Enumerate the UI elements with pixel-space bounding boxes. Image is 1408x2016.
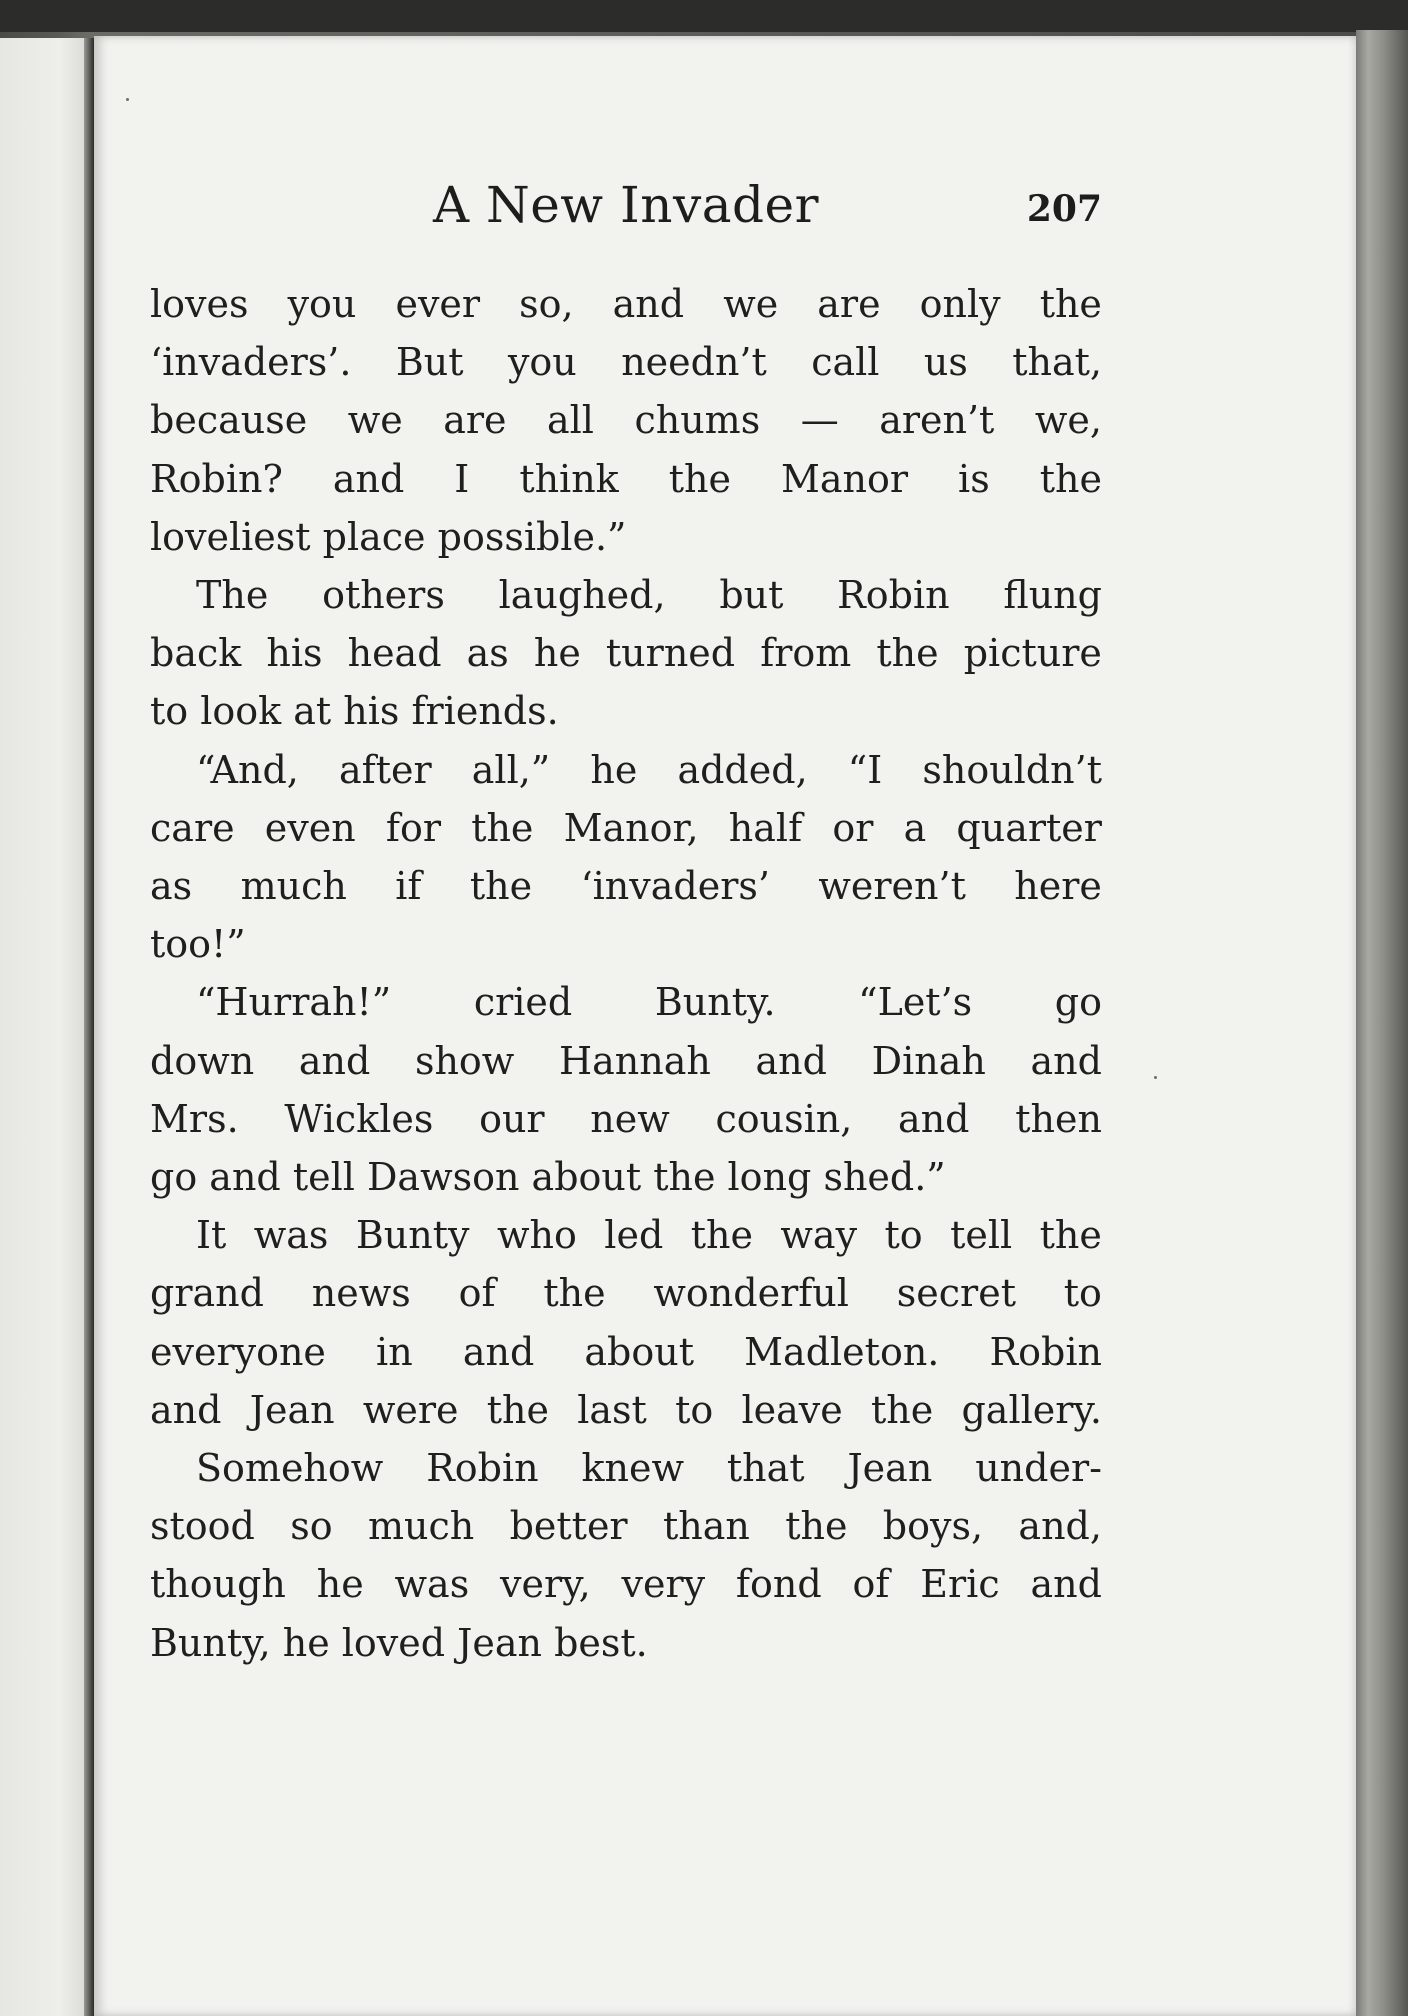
word: of xyxy=(852,1562,890,1607)
text-line xyxy=(150,1323,1102,1381)
word: turned xyxy=(605,631,736,676)
text-line xyxy=(150,857,1102,915)
word: and xyxy=(150,1387,222,1432)
word: the xyxy=(1039,456,1102,501)
book-gutter xyxy=(84,38,94,2016)
word: after xyxy=(338,747,432,792)
word: Robin xyxy=(837,573,950,618)
text-line: Bunty, he loved Jean best. xyxy=(150,1620,648,1665)
text-line xyxy=(150,1032,1102,1090)
word: a xyxy=(903,805,927,850)
word: everyone xyxy=(150,1329,326,1374)
text-line xyxy=(150,450,1102,508)
word: The xyxy=(196,573,269,618)
previous-page-edge xyxy=(0,38,92,2016)
word: the xyxy=(469,864,533,909)
word: tell xyxy=(950,1213,1013,1258)
word: I xyxy=(454,456,470,501)
word: were xyxy=(362,1387,459,1432)
word: — xyxy=(800,398,839,443)
word: the xyxy=(871,1387,934,1432)
word: gallery. xyxy=(961,1387,1102,1432)
word: and xyxy=(612,282,685,326)
word: as xyxy=(150,864,193,909)
word: so, xyxy=(519,282,574,326)
word: fond xyxy=(735,1562,822,1607)
word: Bunty xyxy=(355,1213,470,1258)
text-line xyxy=(150,1206,1102,1264)
word: secret xyxy=(896,1271,1016,1316)
word: “I xyxy=(847,747,883,792)
word: Somehow xyxy=(196,1446,384,1491)
word: much xyxy=(367,1504,475,1549)
page-number: 207 xyxy=(1026,188,1102,230)
word: that, xyxy=(1012,340,1102,385)
word: his xyxy=(266,631,323,676)
word: new xyxy=(590,1096,670,1141)
word: are xyxy=(817,282,881,326)
word: weren’t xyxy=(818,864,966,909)
text-line xyxy=(150,1264,1102,1322)
word: led xyxy=(604,1213,664,1258)
text-line xyxy=(150,1381,1102,1439)
text-line xyxy=(150,624,1102,682)
text-line: too!” xyxy=(150,922,246,967)
word: head xyxy=(347,631,442,676)
word: under- xyxy=(975,1446,1102,1491)
text-line xyxy=(150,1497,1102,1555)
word: about xyxy=(584,1329,695,1374)
word: the xyxy=(690,1213,753,1258)
word: Eric xyxy=(920,1562,1000,1607)
word: added, xyxy=(677,747,808,792)
word: than xyxy=(662,1504,750,1549)
word: last xyxy=(577,1387,647,1432)
word: the xyxy=(486,1387,549,1432)
word: aren’t xyxy=(879,398,995,443)
word: ever xyxy=(395,282,481,326)
word: then xyxy=(1015,1096,1102,1141)
word: It xyxy=(196,1213,227,1258)
word: or xyxy=(832,805,874,850)
word: the xyxy=(1039,282,1102,326)
word: are xyxy=(443,398,507,443)
word: here xyxy=(1014,864,1102,909)
word: ‘invaders’. xyxy=(150,340,352,385)
word: is xyxy=(958,456,990,501)
text-line xyxy=(150,1439,1102,1497)
text-line xyxy=(150,1555,1102,1613)
text-line xyxy=(150,973,1102,1031)
text-line: to look at his friends. xyxy=(150,689,559,734)
word: the xyxy=(543,1271,606,1316)
word: half xyxy=(728,805,803,850)
word: we, xyxy=(1034,398,1102,443)
word: cried xyxy=(473,980,573,1025)
word: Robin xyxy=(426,1446,539,1491)
word: boys, xyxy=(882,1504,984,1549)
word: grand xyxy=(150,1271,264,1316)
word: and xyxy=(755,1038,827,1083)
text-line xyxy=(150,741,1102,799)
word: you xyxy=(507,340,577,385)
word: news xyxy=(311,1271,411,1316)
word: the xyxy=(785,1504,848,1549)
word: for xyxy=(385,805,441,850)
word: knew xyxy=(581,1446,685,1491)
text-line xyxy=(150,799,1102,857)
word: was xyxy=(394,1562,470,1607)
word: very xyxy=(621,1562,706,1607)
word: “Let’s xyxy=(858,980,973,1025)
word: the xyxy=(1039,1213,1102,1258)
word: you xyxy=(287,282,357,326)
word: all xyxy=(547,398,594,443)
word: shouldn’t xyxy=(922,747,1102,792)
text-line: loveliest place possible.” xyxy=(150,514,627,559)
word: way xyxy=(780,1213,858,1258)
word: loves xyxy=(150,282,249,326)
word: needn’t xyxy=(621,340,767,385)
word: to xyxy=(675,1387,714,1432)
word: and, xyxy=(1018,1504,1102,1549)
word: Manor xyxy=(780,456,909,501)
word: wonderful xyxy=(653,1271,849,1316)
word: that xyxy=(726,1446,805,1491)
word: better xyxy=(509,1504,628,1549)
word: but xyxy=(719,573,784,618)
word: even xyxy=(264,805,356,850)
paper-speck xyxy=(126,98,129,101)
word: he xyxy=(533,631,581,676)
word: flung xyxy=(1003,573,1102,618)
word: he xyxy=(316,1562,364,1607)
word: Mrs. xyxy=(150,1096,239,1141)
word: was xyxy=(253,1213,329,1258)
word: Jean xyxy=(847,1446,933,1491)
body-text xyxy=(150,275,1102,1672)
word: so xyxy=(290,1504,333,1549)
word: though xyxy=(150,1562,286,1607)
word: because xyxy=(150,398,308,443)
word: our xyxy=(479,1096,545,1141)
scan-top-border xyxy=(0,0,1408,32)
running-title: A New Invader xyxy=(432,176,820,234)
page-stack-edge xyxy=(1356,30,1408,2016)
word: Bunty. xyxy=(654,980,776,1025)
word: much xyxy=(240,864,347,909)
word: down xyxy=(150,1038,255,1083)
word: laughed, xyxy=(498,573,666,618)
text-line xyxy=(150,391,1102,449)
text-line xyxy=(150,566,1102,624)
word: the xyxy=(668,456,731,501)
word: and xyxy=(1030,1038,1102,1083)
word: only xyxy=(919,282,1001,326)
word: Jean xyxy=(249,1387,335,1432)
word: Hannah xyxy=(558,1038,711,1083)
word: and xyxy=(332,456,405,501)
word: Robin? xyxy=(150,456,283,501)
word: chums xyxy=(634,398,761,443)
word: cousin, xyxy=(715,1096,853,1141)
word: and xyxy=(298,1038,371,1083)
word: if xyxy=(395,864,422,909)
word: Manor, xyxy=(563,805,699,850)
word: Dinah xyxy=(871,1038,986,1083)
word: as xyxy=(466,631,509,676)
word: and xyxy=(462,1329,535,1374)
word: “And, xyxy=(196,747,299,792)
word: Robin xyxy=(989,1329,1102,1374)
text-line: go and tell Dawson about the long shed.” xyxy=(150,1155,946,1200)
word: the xyxy=(876,631,939,676)
word: from xyxy=(760,631,852,676)
word: and xyxy=(1030,1562,1102,1607)
word: leave xyxy=(741,1387,843,1432)
word: and xyxy=(898,1096,970,1141)
word: stood xyxy=(150,1504,255,1549)
word: But xyxy=(395,340,464,385)
word: very, xyxy=(500,1562,591,1607)
word: all,” xyxy=(471,747,551,792)
word: we xyxy=(723,282,779,326)
text-line xyxy=(150,275,1102,333)
word: we xyxy=(347,398,403,443)
word: he xyxy=(590,747,638,792)
word: go xyxy=(1054,980,1102,1025)
word: picture xyxy=(963,631,1102,676)
word: to xyxy=(884,1213,923,1258)
word: to xyxy=(1063,1271,1102,1316)
word: ‘invaders’ xyxy=(580,864,770,909)
word: care xyxy=(150,805,235,850)
text-line xyxy=(150,1090,1102,1148)
paper-speck xyxy=(1154,1076,1157,1079)
word: show xyxy=(414,1038,515,1083)
word: back xyxy=(150,631,242,676)
text-line xyxy=(150,333,1102,391)
word: quarter xyxy=(956,805,1102,850)
page-header xyxy=(150,176,1102,246)
word: in xyxy=(376,1329,413,1374)
word: us xyxy=(923,340,968,385)
word: Wickles xyxy=(284,1096,434,1141)
word: Madleton. xyxy=(744,1329,940,1374)
word: who xyxy=(496,1213,577,1258)
word: think xyxy=(519,456,619,501)
word: “Hurrah!” xyxy=(196,980,392,1025)
word: of xyxy=(458,1271,496,1316)
word: the xyxy=(471,805,534,850)
word: others xyxy=(322,573,445,618)
word: call xyxy=(811,340,880,385)
